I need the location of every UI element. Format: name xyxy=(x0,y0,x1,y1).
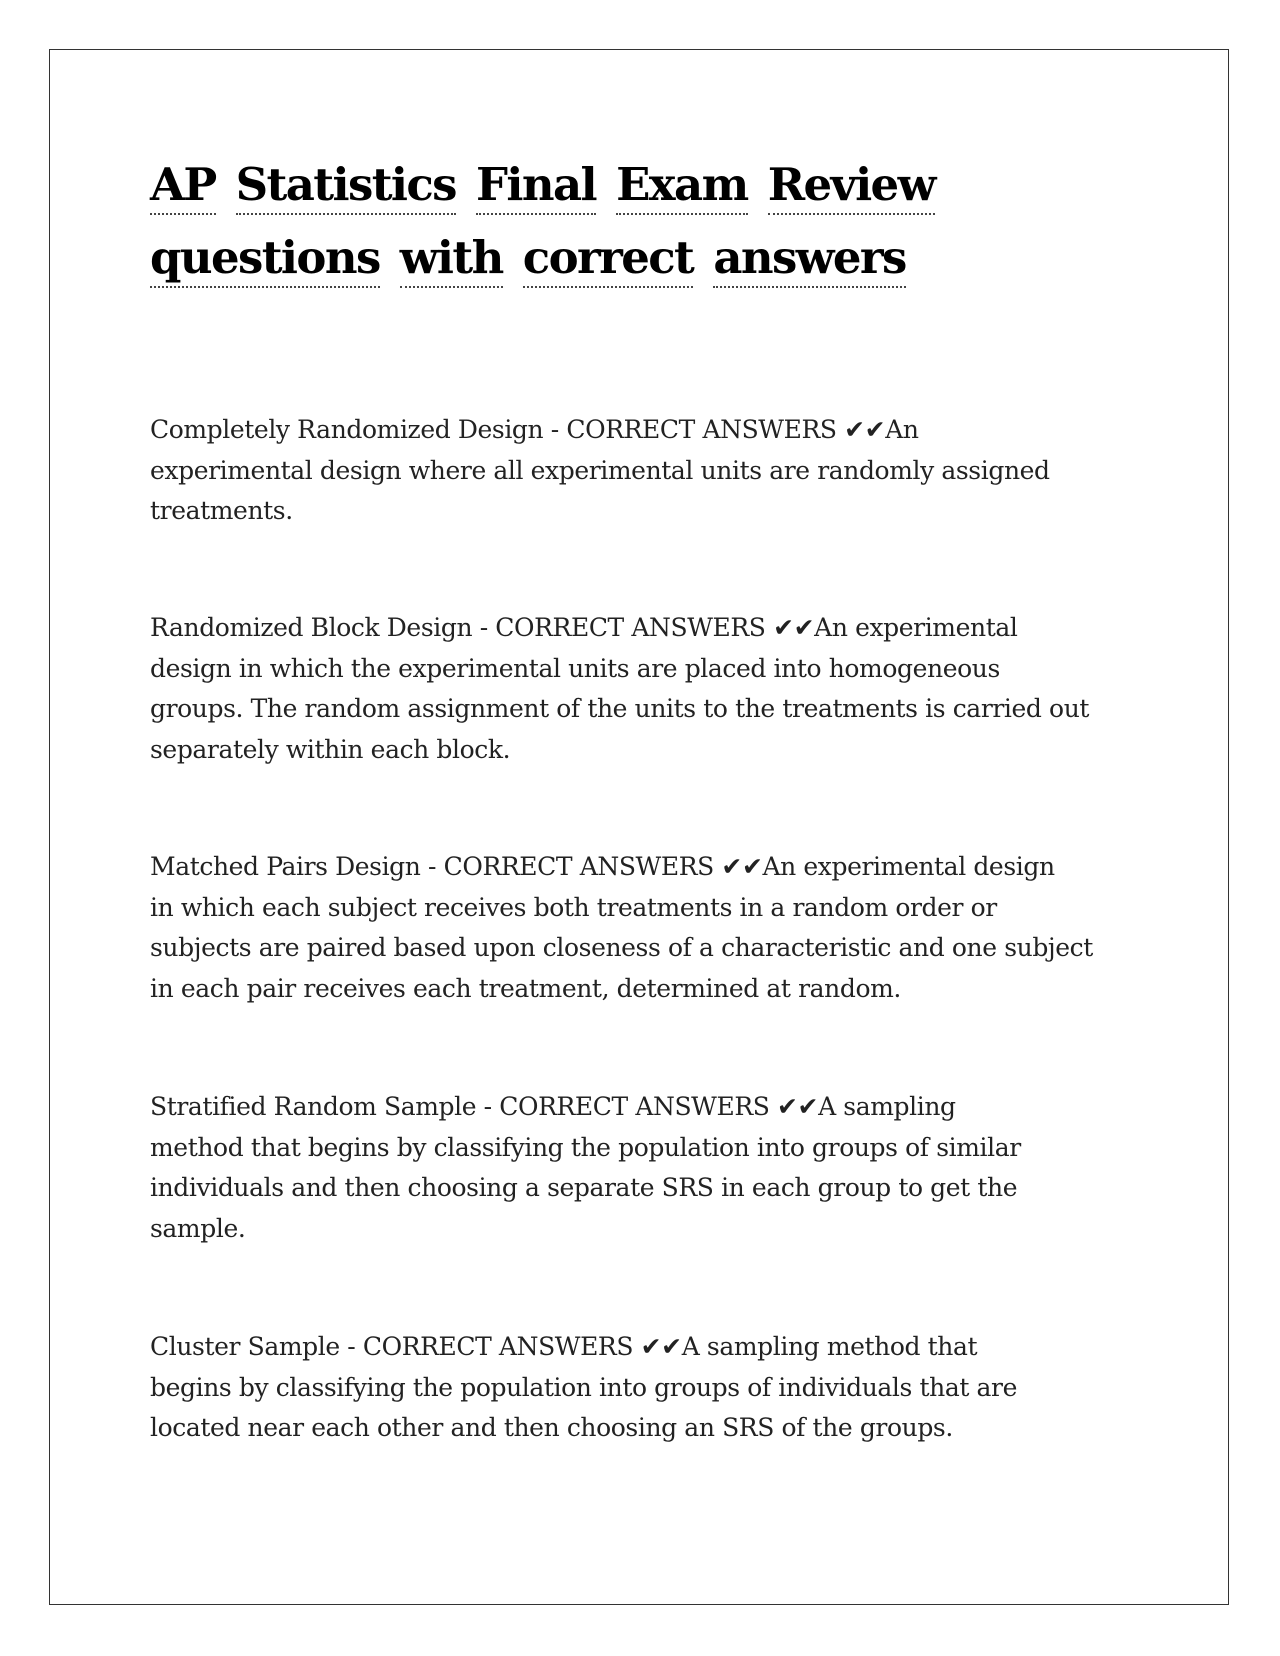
title-word: AP xyxy=(150,157,216,215)
entry-line: method that begins by classifying the population into groups of similar xyxy=(150,1132,1021,1162)
entry-line: Cluster Sample - CORRECT ANSWERS ✔✔A sampling method that xyxy=(150,1332,978,1361)
title-word: correct xyxy=(523,230,693,288)
entry-line: subjects are paired based upon closeness of a characteristic and one subject xyxy=(150,933,1093,962)
entry-line: separately within each block. xyxy=(150,734,511,764)
title-word: answers xyxy=(713,230,905,288)
title-word: questions xyxy=(150,230,380,288)
entry-line: Matched Pairs Design - CORRECT ANSWERS ✔✔An experimental design xyxy=(150,852,1055,881)
qa-entry-cluster-sample xyxy=(150,1327,1150,1449)
qa-entry-completely-randomized-design xyxy=(150,410,1150,532)
document-title xyxy=(150,148,1150,294)
entry-line: treatments. xyxy=(150,496,293,525)
title-line xyxy=(150,221,1150,294)
entry-line: Stratified Random Sample - CORRECT ANSWERS ✔✔A sampling xyxy=(150,1092,956,1121)
title-word: Statistics xyxy=(236,157,456,215)
entry-line: individuals and then choosing a separate SRS in each group to get the xyxy=(150,1173,1018,1202)
entry-line: in which each subject receives both treatments in a random order or xyxy=(150,892,997,922)
entry-line: Randomized Block Design - CORRECT ANSWERS ✔✔An experimental xyxy=(150,613,1018,642)
qa-entry-stratified-random-sample xyxy=(150,1087,1150,1249)
entry-line: in each pair receives each treatment, determined at random. xyxy=(150,973,901,1003)
title-word: with xyxy=(400,230,503,288)
entry-line: experimental design where all experimental units are randomly assigned xyxy=(150,455,1050,485)
title-word: Exam xyxy=(616,157,748,215)
title-word: Final xyxy=(476,157,596,215)
entry-line: Completely Randomized Design - CORRECT ANSWERS ✔✔An xyxy=(150,415,919,444)
qa-entry-randomized-block-design xyxy=(150,608,1150,770)
title-line xyxy=(150,148,1150,221)
qa-entry-matched-pairs-design xyxy=(150,847,1150,1009)
entry-line: begins by classifying the population into groups of individuals that are xyxy=(150,1372,1017,1402)
entry-line: design in which the experimental units are placed into homogeneous xyxy=(150,653,1000,683)
entry-line: groups. The random assignment of the units to the treatments is carried out xyxy=(150,694,1090,723)
entry-line: sample. xyxy=(150,1213,246,1243)
title-word: Review xyxy=(768,157,935,215)
entry-line: located near each other and then choosing an SRS of the groups. xyxy=(150,1413,953,1442)
